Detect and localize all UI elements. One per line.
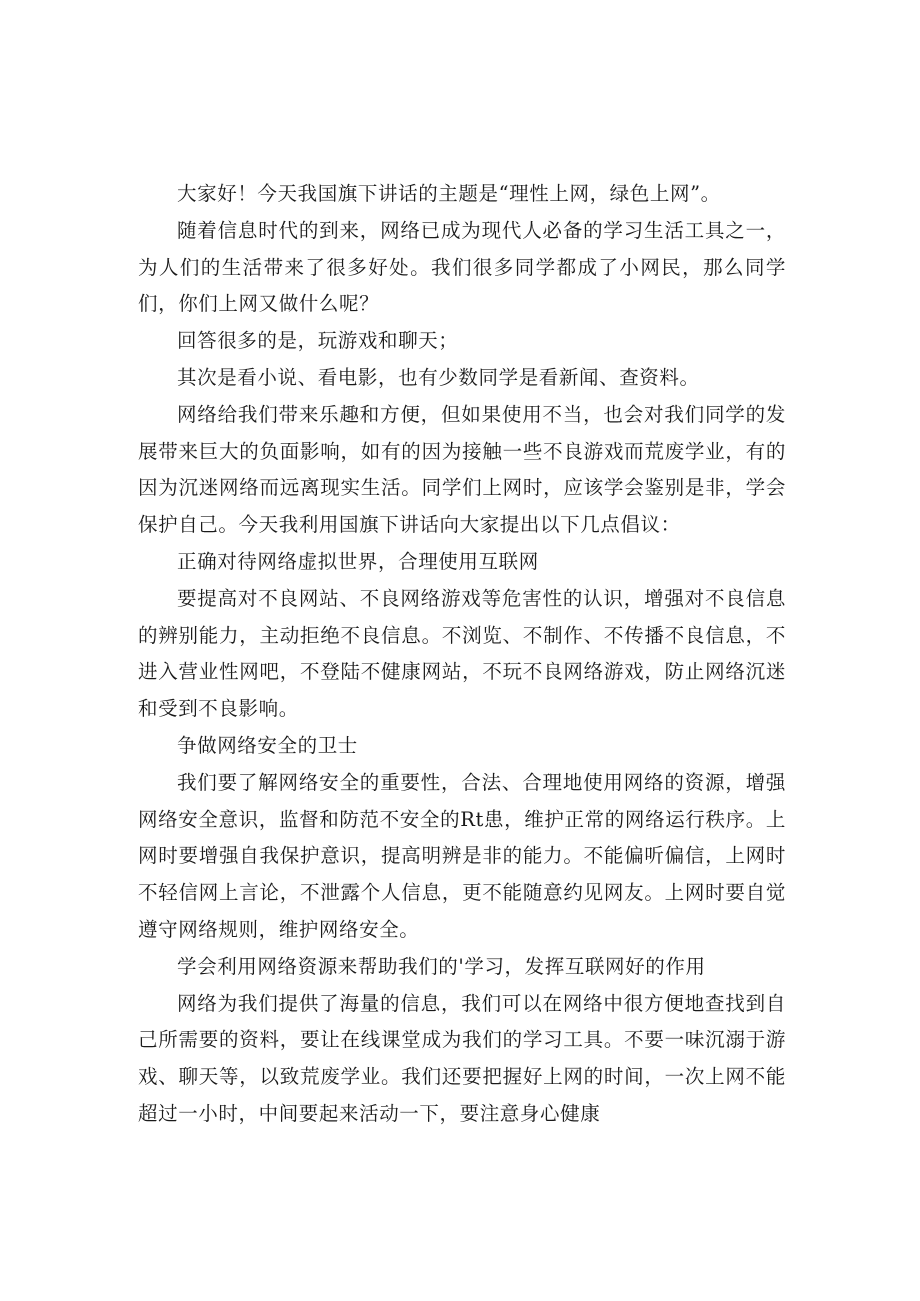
paragraph-secondary: 其次是看小说、看电影，也有少数同学是看新闻、查资料。 bbox=[177, 365, 700, 389]
section-heading-3: 学会利用网络资源来帮助我们的'学习，发挥互联网好的作用 bbox=[177, 954, 706, 978]
paragraph-impact: 网络给我们带来乐趣和方便，但如果使用不当，也会对我们同学的发展带来巨大的负面影响，如有的因为接触一些不良游戏而荒废学业，有的因为沉迷网络而远离现实生活。同学们上网时，应该学会鉴别是非，学会保护自己。今天我利用国旗下讲话向大家提出以下几点倡议： bbox=[138, 402, 786, 537]
paragraph-greeting: 大家好！今天我国旗下讲话的主题是“理性上网，绿色上网”。 bbox=[177, 182, 721, 205]
paragraph-section-1: 要提高对不良网站、不良网络游戏等危害性的认识，增强对不良信息的辨别能力，主动拒绝不良信息。不浏览、不制作、不传播不良信息，不进入营业性网吧，不登陆不健康网站，不玩不良网络游戏，防止网络沉迷和受到不良影响。 bbox=[138, 586, 786, 721]
section-heading-2: 争做网络安全的卫士 bbox=[177, 733, 358, 757]
document-body bbox=[138, 176, 786, 1133]
paragraph-section-3: 网络为我们提供了海量的信息，我们可以在网络中很方便地查找到自己所需要的资料，要让在线课堂成为我们的学习工具。不要一味沉溺于游戏、聊天等，以致荒废学业。我们还要把握好上网的时间，一次上网不能超过一小时，中间要起来活动一下，要注意身心健康 bbox=[138, 991, 786, 1125]
paragraph-answer: 回答很多的是，玩游戏和聊天； bbox=[177, 329, 459, 353]
section-heading-1: 正确对待网络虚拟世界，合理使用互联网 bbox=[177, 549, 539, 573]
paragraph-intro: 随着信息时代的到来，网络已成为现代人必备的学习生活工具之一，为人们的生活带来了很多好处。我们很多同学都成了小网民，那么同学们，你们上网又做什么呢？ bbox=[138, 218, 786, 316]
paragraph-section-2: 我们要了解网络安全的重要性，合法、合理地使用网络的资源，增强网络安全意识，监督和防范不安全的Rt患，维护正常的网络运行秩序。上网时要增强自我保护意识，提高明辨是非的能力。不能偏听偏信，上网时不轻信网上言论，不泄露个人信息，更不能随意约见网友。上网时要自觉遵守网络规则，维护网络安全。 bbox=[138, 770, 786, 941]
